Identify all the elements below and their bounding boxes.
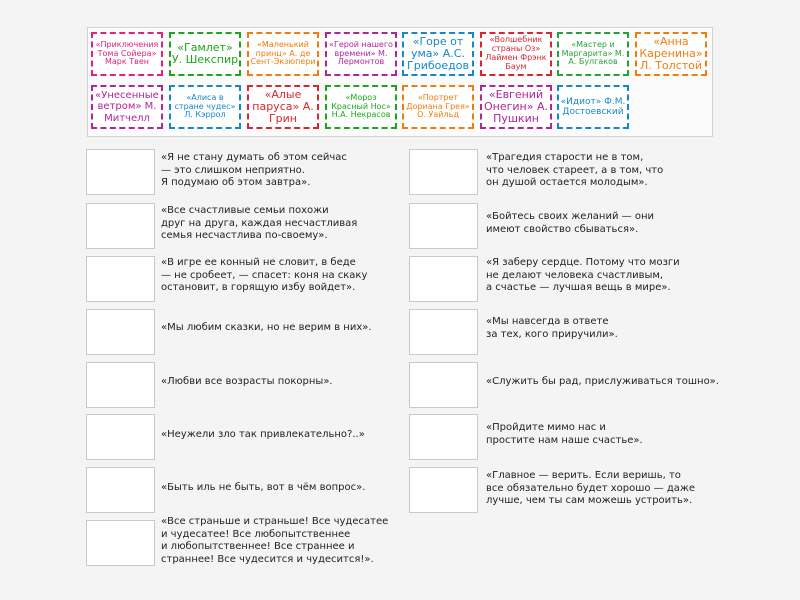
answer-card-label: «Идиот» Ф.М. Достоевский xyxy=(560,96,626,117)
quote-text: «Мы навсегда в ответе за тех, кого приручили». xyxy=(486,316,618,340)
quote-text: «Пройдите мимо нас и простите нам наше счастье». xyxy=(486,422,643,446)
drop-target-box[interactable] xyxy=(409,256,478,302)
drop-target-box[interactable] xyxy=(409,149,478,195)
answer-card-label: «Алые паруса» А. Грин xyxy=(252,87,314,126)
drop-target-box[interactable] xyxy=(86,414,155,460)
answer-card[interactable] xyxy=(557,85,629,129)
answer-card-label: «Анна Каренина» Л. Толстой xyxy=(639,34,703,73)
answer-card[interactable] xyxy=(480,85,552,129)
answer-card[interactable] xyxy=(325,32,397,76)
drop-target-box[interactable] xyxy=(86,309,155,355)
quote-text: «Неужели зло так привлекательно?..» xyxy=(161,429,365,440)
drop-target-box[interactable] xyxy=(409,362,478,408)
answer-card[interactable] xyxy=(635,32,707,76)
answer-card-label: «Портрет Дориана Грея» О. Уайльд xyxy=(406,92,470,120)
answer-card[interactable] xyxy=(480,32,552,76)
drop-target-box[interactable] xyxy=(409,414,478,460)
quote-text: «В игре ее конный не словит, в беде — не сробеет, — спасет: коня на скаку остановит, в горящую избу войдет». xyxy=(161,257,368,293)
answer-card[interactable] xyxy=(402,32,474,76)
answer-card[interactable] xyxy=(91,85,163,129)
answer-card-label: «Приключения Тома Сойера» Марк Твен xyxy=(95,39,159,67)
answer-card[interactable] xyxy=(402,85,474,129)
quote-text: «Быть иль не быть, вот в чём вопрос». xyxy=(161,482,366,493)
quote-text: «Бойтесь своих желаний — они имеют свойство сбываться». xyxy=(486,211,654,235)
answer-card-label: «Евгений Онегин» А. Пушкин xyxy=(484,87,548,126)
quote-text: «Мы любим сказки, но не верим в них». xyxy=(161,322,372,333)
answer-card-label: «Гамлет» У. Шекспир xyxy=(171,40,239,66)
answer-card[interactable] xyxy=(169,32,241,76)
answer-card-label: «Унесенные ветром» М. Митчелл xyxy=(95,90,159,124)
quote-text: «Трагедия старости не в том, что человек стареет, а в том, что он душой остается молодым». xyxy=(486,152,664,188)
quote-text: «Я не стану думать об этом сейчас — это слишком неприятно. Я подумаю об этом завтра». xyxy=(161,152,347,188)
answer-card-label: «Мастер и Маргарита» М. А. Булгаков xyxy=(561,39,625,67)
answer-card-label: «Мороз Красный Нос» Н.А. Некрасов xyxy=(331,92,391,120)
drop-target-box[interactable] xyxy=(86,256,155,302)
answer-card[interactable] xyxy=(325,85,397,129)
quote-text: «Все страньше и страньше! Все чудесатее и чудесатее! Все любопытственнее и любопытственнее! Все страннее и страннее! Все чудесится и чудесится!». xyxy=(161,516,389,565)
quote-text: «Главное — верить. Если веришь, то все обязательно будет хорошо — даже лучше, чем ты сам можешь устроить». xyxy=(486,470,696,506)
quote-text: «Я заберу сердце. Потому что мозги не делают человека счастливым, а счастье — лучшая вещь в мире». xyxy=(486,257,680,293)
answer-card-label: «Алиса в стране чудес» Л. Кэррол xyxy=(174,92,236,120)
drop-target-box[interactable] xyxy=(86,362,155,408)
drop-target-box[interactable] xyxy=(86,467,155,513)
answer-card[interactable] xyxy=(247,85,319,129)
answer-card-label: «Маленький принц» А. де Сент-Экзюпери xyxy=(250,39,316,67)
answer-card[interactable] xyxy=(169,85,241,129)
answer-card-label: «Волшебник страны Оз» Лаймен Фрэнк Баум xyxy=(485,35,547,71)
answer-card-label: «Горе от ума» А.С. Грибоедов xyxy=(407,34,469,73)
quote-text: «Все счастливые семьи похожи друг на друга, каждая несчастливая семья несчастлива по-своему». xyxy=(161,205,358,241)
answer-card[interactable] xyxy=(557,32,629,76)
drop-target-box[interactable] xyxy=(409,467,478,513)
drop-target-box[interactable] xyxy=(409,203,478,249)
answer-card[interactable] xyxy=(91,32,163,76)
answer-card-label: «Герой нашего времени» М. Лермонтов xyxy=(329,39,393,67)
drop-target-box[interactable] xyxy=(409,309,478,355)
quote-text: «Любви все возрасты покорны». xyxy=(161,376,333,387)
quote-text: «Служить бы рад, прислуживаться тошно». xyxy=(486,376,719,387)
drop-target-box[interactable] xyxy=(86,203,155,249)
drop-target-box[interactable] xyxy=(86,520,155,566)
answer-card[interactable] xyxy=(247,32,319,76)
drop-target-box[interactable] xyxy=(86,149,155,195)
